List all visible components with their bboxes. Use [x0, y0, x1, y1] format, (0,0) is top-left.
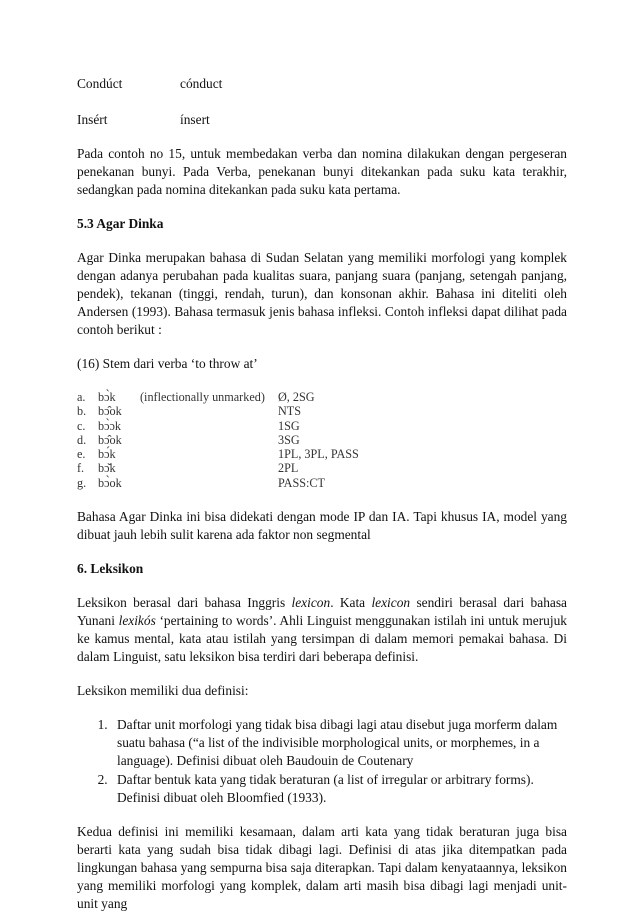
example-row: [77, 419, 567, 433]
document-page: [77, 75, 567, 913]
example-letter: g.: [77, 475, 87, 490]
example-form: bɔ́k: [98, 447, 116, 462]
section-heading-leksikon: 6. Leksikon: [77, 561, 144, 577]
example-letter: e.: [77, 447, 86, 462]
example-form: bɔ̂ok: [98, 432, 122, 447]
example-row: [77, 447, 567, 461]
verb-stress: Condúct: [77, 76, 123, 91]
example-gloss: 1PL, 3PL, PASS: [278, 447, 359, 462]
example-gloss: Ø, 2SG: [278, 390, 315, 404]
example-note: (inflectionally unmarked): [140, 390, 265, 404]
example-letter: b.: [77, 404, 87, 419]
example-letter: d.: [77, 432, 87, 447]
example-form: bɔ̀ɔk: [98, 418, 122, 433]
list-item: 2. Daftar bentuk kata yang tidak beraturan (a list of irregular or arbitrary forms). Definisi dibuat oleh Bloomfied (1933).: [111, 771, 567, 807]
example-gloss: NTS: [278, 404, 302, 419]
example-letter: a.: [77, 390, 86, 404]
paragraph-agar-dinka: Agar Dinka merupakan bahasa di Sudan Selatan yang memiliki morfologi yang komplek dengan adanya perubahan pada kualitas suara, panjang suara (panjang, setengah panjang, pendek), tekanan (tinggi, rendah, turun), dan konsonan akhir. Bahasa ini diteliti oleh Andersen (1993). Bahasa termasuk jenis bahasa infleksi. Contoh infleksi dapat dilihat pada contoh berikut :: [77, 250, 567, 337]
paragraph-stress-shift: Pada contoh no 15, untuk membedakan verba dan nomina dilakukan dengan pergeseran penekanan bunyi. Pada Verba, penekanan bunyi ditekankan pada suku kata terakhir, sedangkan pada nomina ditekankan pada suku kata pertama.: [77, 146, 567, 197]
example-gloss: 2PL: [278, 461, 299, 476]
example-form: bɔ̂ok: [98, 404, 122, 419]
example-gloss: 3SG: [278, 432, 300, 447]
example-gloss: PASS:CT: [278, 475, 325, 490]
example-form: bɔ̌k: [98, 461, 116, 476]
example-form: bɔ̀ok: [98, 475, 122, 490]
list-item: 1. Daftar unit morfologi yang tidak bisa dibagi lagi atau disebut juga morferm dalam suatu bahasa (“a list of the indivisible morphological units, or morphemes, in a language). Definisi dibuat oleh Baudouin de Coutenary: [111, 716, 567, 770]
verb-stress: Insért: [77, 112, 108, 127]
paragraph-two-definitions: Leksikon memiliki dua definisi:: [77, 683, 249, 699]
example-title: (16) Stem dari verba ‘to throw at’: [77, 356, 258, 371]
example-gloss: 1SG: [278, 418, 300, 433]
paragraph-ip-ia: Bahasa Agar Dinka ini bisa didekati dengan mode IP dan IA. Tapi khusus IA, model yang dibuat jauh lebih sulit karena ada faktor non segmental: [77, 509, 567, 543]
inflection-example-table: [77, 390, 567, 490]
section-heading-agar-dinka: 5.3 Agar Dinka: [77, 216, 164, 231]
paragraph-leksikon-origin: Leksikon berasal dari bahasa Inggris lexicon. Kata lexicon sendiri berasal dari bahasa Yunani lexikós ‘pertaining to words’. Ahli Linguist menggunakan istilah ini untuk merujuk ke kamus mental, kata atau istilah yang tersimpan di dalam memori pemakai bahasa. Di dalam Linguist, satu leksikon bisa terdiri dari beberapa definisi.: [77, 595, 567, 665]
term-lexikos: lexikós: [118, 613, 156, 629]
example-form: bɔ̀k: [98, 390, 116, 404]
word-pair-row: [77, 75, 567, 93]
definitions-list: [77, 716, 567, 807]
example-letter: c.: [77, 418, 86, 433]
term-lexicon: lexicon: [291, 595, 331, 611]
noun-stress: ínsert: [180, 112, 210, 127]
word-pair-row: [77, 111, 567, 129]
term-lexicon: lexicon: [371, 595, 411, 611]
example-row: [77, 433, 567, 447]
example-row: [77, 390, 567, 404]
example-letter: f.: [77, 461, 85, 476]
example-row: [77, 461, 567, 475]
example-row: [77, 404, 567, 418]
example-row: [77, 476, 567, 490]
noun-stress: cónduct: [180, 76, 223, 91]
paragraph-definitions-similarity: Kedua definisi ini memiliki kesamaan, dalam arti kata yang tidak beraturan juga bisa berarti kata yang sudah bisa tidak dibagi lagi. Definisi di atas jika ditempatkan pada lingkungan bahasa yang sempurna bisa saja diterapkan. Tapi dalam kenyataannya, leksikon yang memiliki morfologi yang komplek, dalam arti masih bisa dibagi lagi menjadi unit-unit yang: [77, 824, 567, 912]
